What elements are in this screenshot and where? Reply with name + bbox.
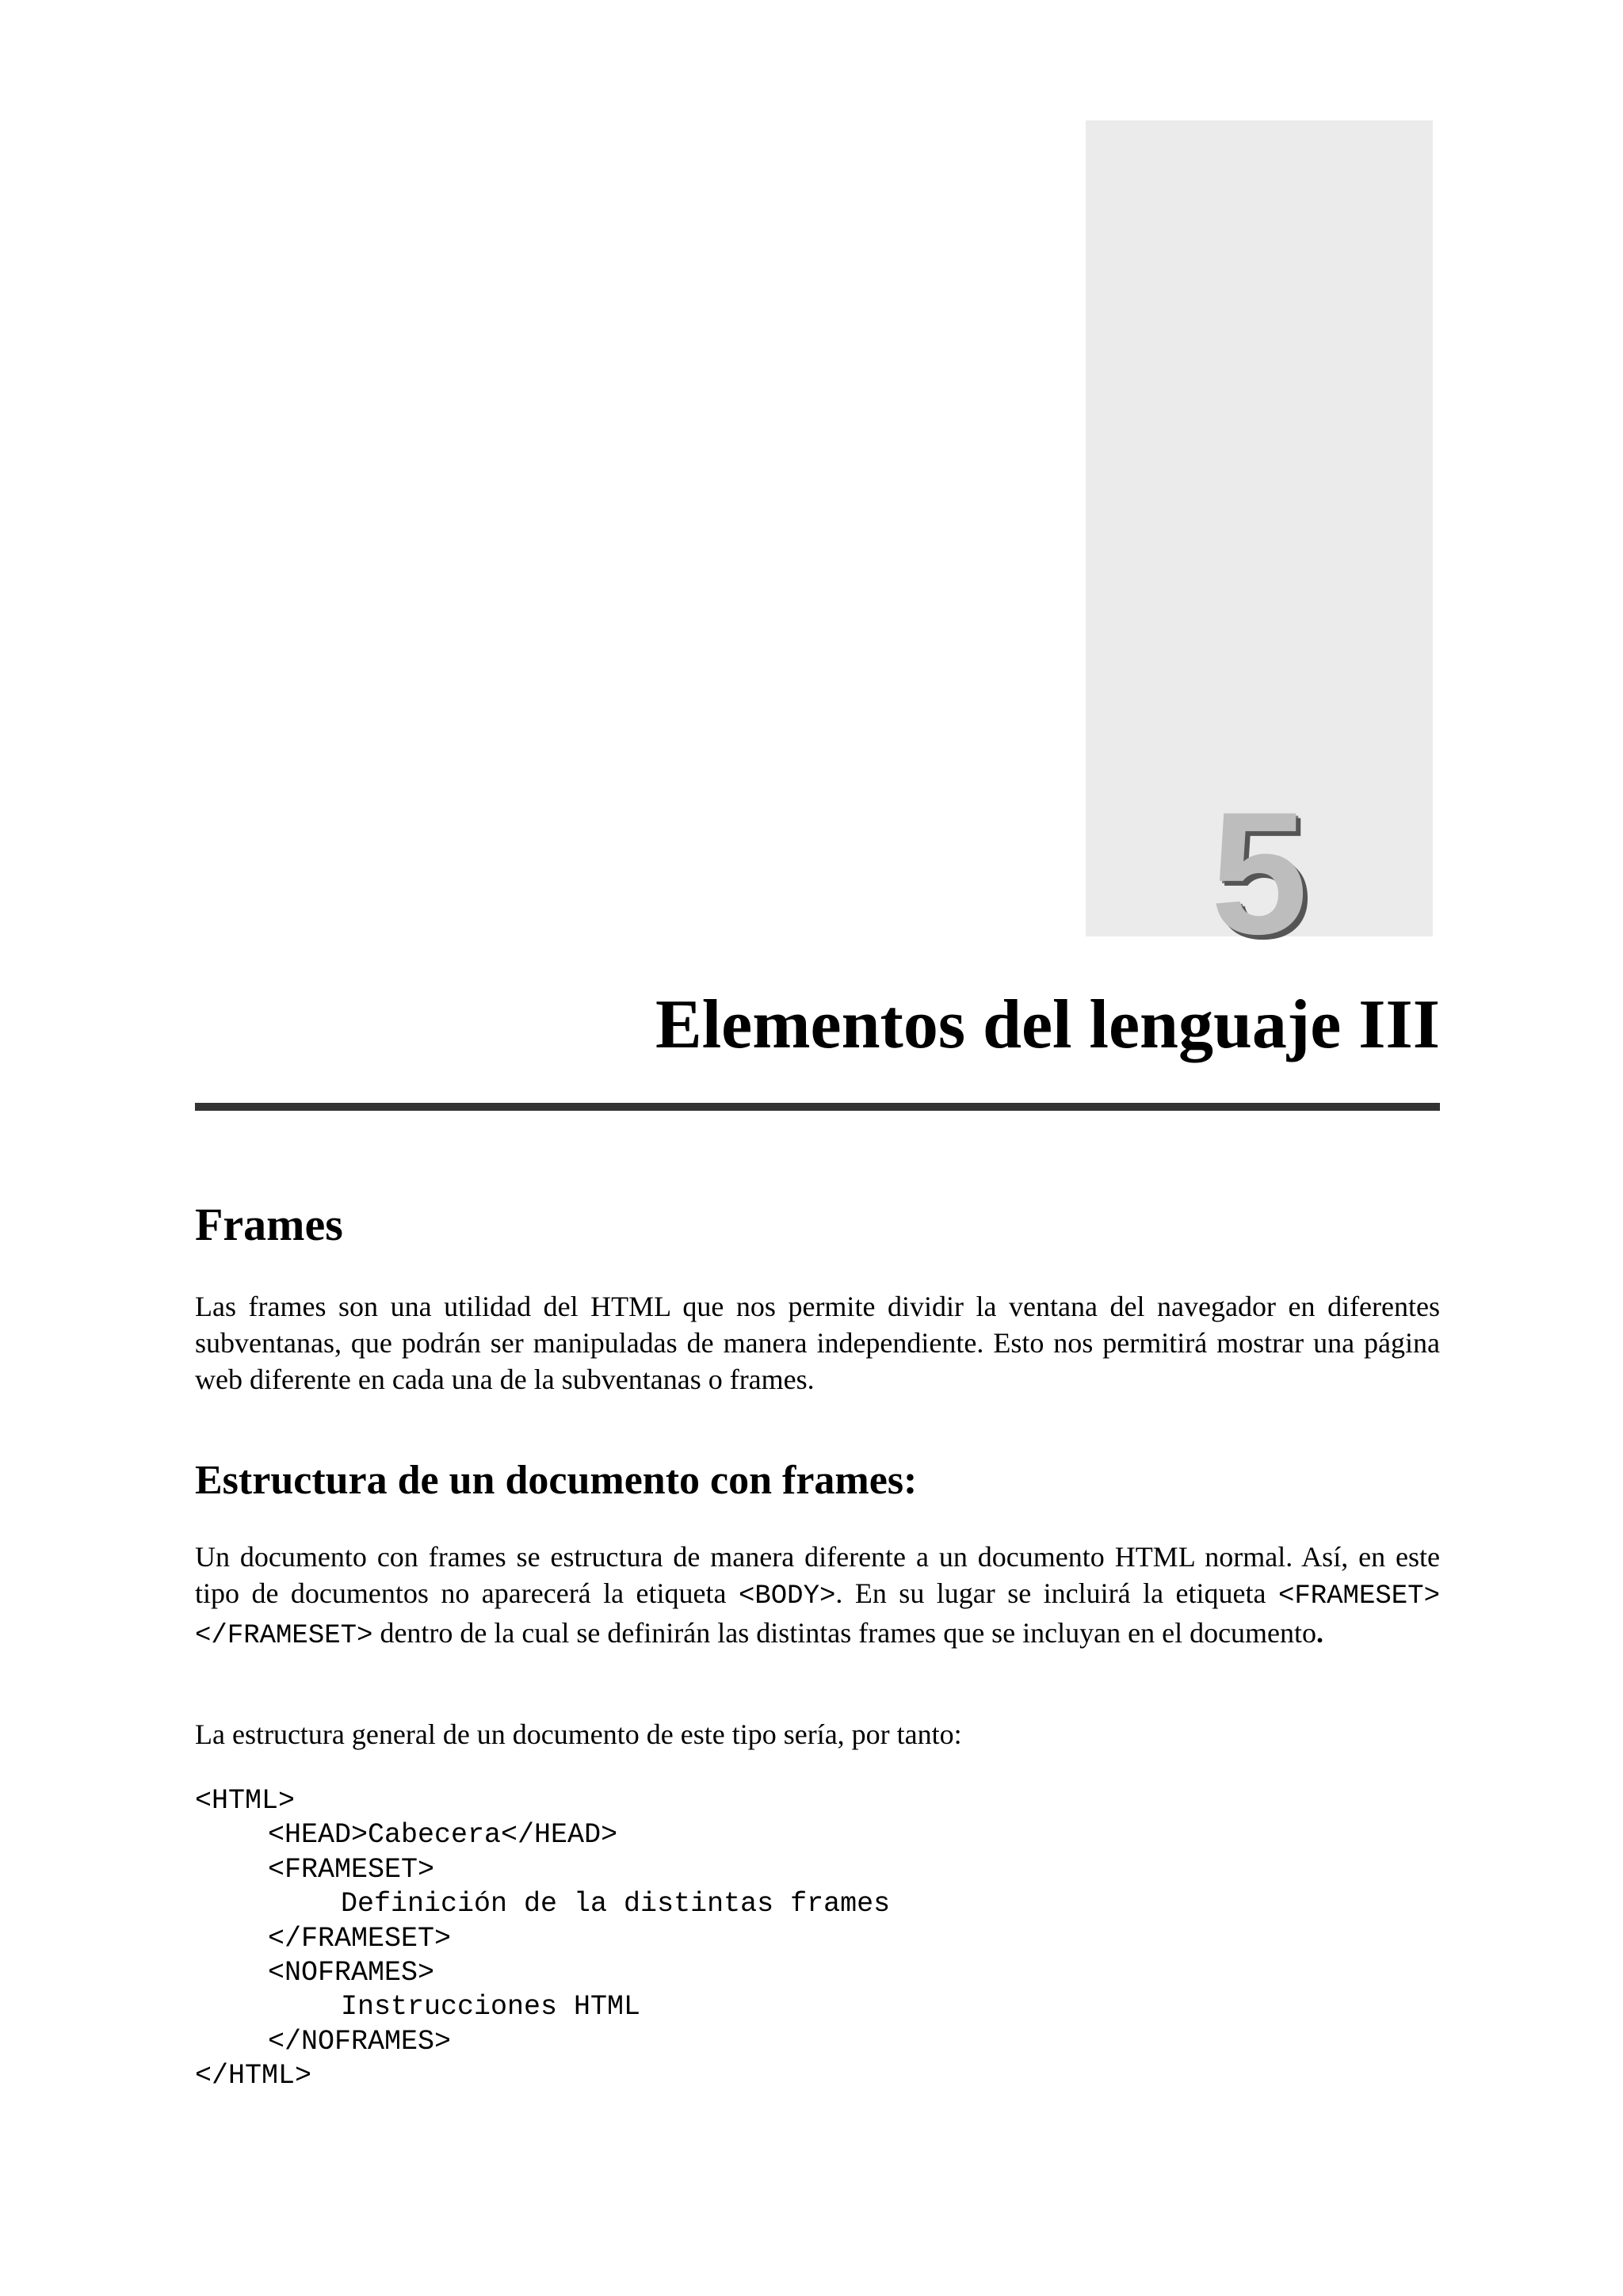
paragraph-text: . En su lugar se incluirá la etiqueta <box>835 1577 1278 1609</box>
code-example <box>195 1784 890 2094</box>
chapter-number: 5 <box>1210 776 1308 971</box>
paragraph-final-period: . <box>1316 1617 1324 1649</box>
chapter-title: Elementos del lenguaje III <box>655 986 1440 1063</box>
section-heading-frames: Frames <box>195 1199 343 1250</box>
estructura-paragraph <box>195 1539 1440 1654</box>
chapter-tab <box>1086 120 1433 971</box>
title-rule <box>195 1103 1440 1111</box>
code-line: </HTML> <box>195 2060 312 2092</box>
code-line: </FRAMESET> <box>268 1922 452 1955</box>
code-line: <HTML> <box>195 1785 296 1817</box>
code-line: <NOFRAMES> <box>268 1957 435 1989</box>
section-heading-estructura: Estructura de un documento con frames: <box>195 1458 918 1503</box>
paragraph-text: Un documento con frames se estructura de manera diferente a un documento HTML normal. Así, en este tipo de documentos no aparecerá la etiqueta <box>195 1541 1440 1609</box>
estructura-general-paragraph: La estructura general de un documento de este tipo sería, por tanto: <box>195 1718 962 1750</box>
code-line: </NOFRAMES> <box>268 2025 452 2058</box>
code-line: <HEAD>Cabecera</HEAD> <box>268 1819 618 1852</box>
inline-code-body-tag: <BODY> <box>738 1581 836 1611</box>
inline-code-frameset-tag: <FRAMESET> </FRAMESET> <box>195 1581 1440 1651</box>
paragraph-text: dentro de la cual se definirán las distintas frames que se incluyan en el documento <box>372 1617 1317 1649</box>
code-line: <FRAMESET> <box>268 1853 435 1886</box>
code-line: Instrucciones HTML <box>341 1991 641 2023</box>
frames-paragraph: Las frames son una utilidad del HTML que nos permite dividir la ventana del navegador en diferentes subventanas, que podrán ser manipuladas de manera independiente. Esto nos permitirá mostrar una página web diferente en cada una de la subventanas o frames. <box>195 1291 1440 1395</box>
code-line: Definición de la distintas frames <box>341 1888 891 1920</box>
